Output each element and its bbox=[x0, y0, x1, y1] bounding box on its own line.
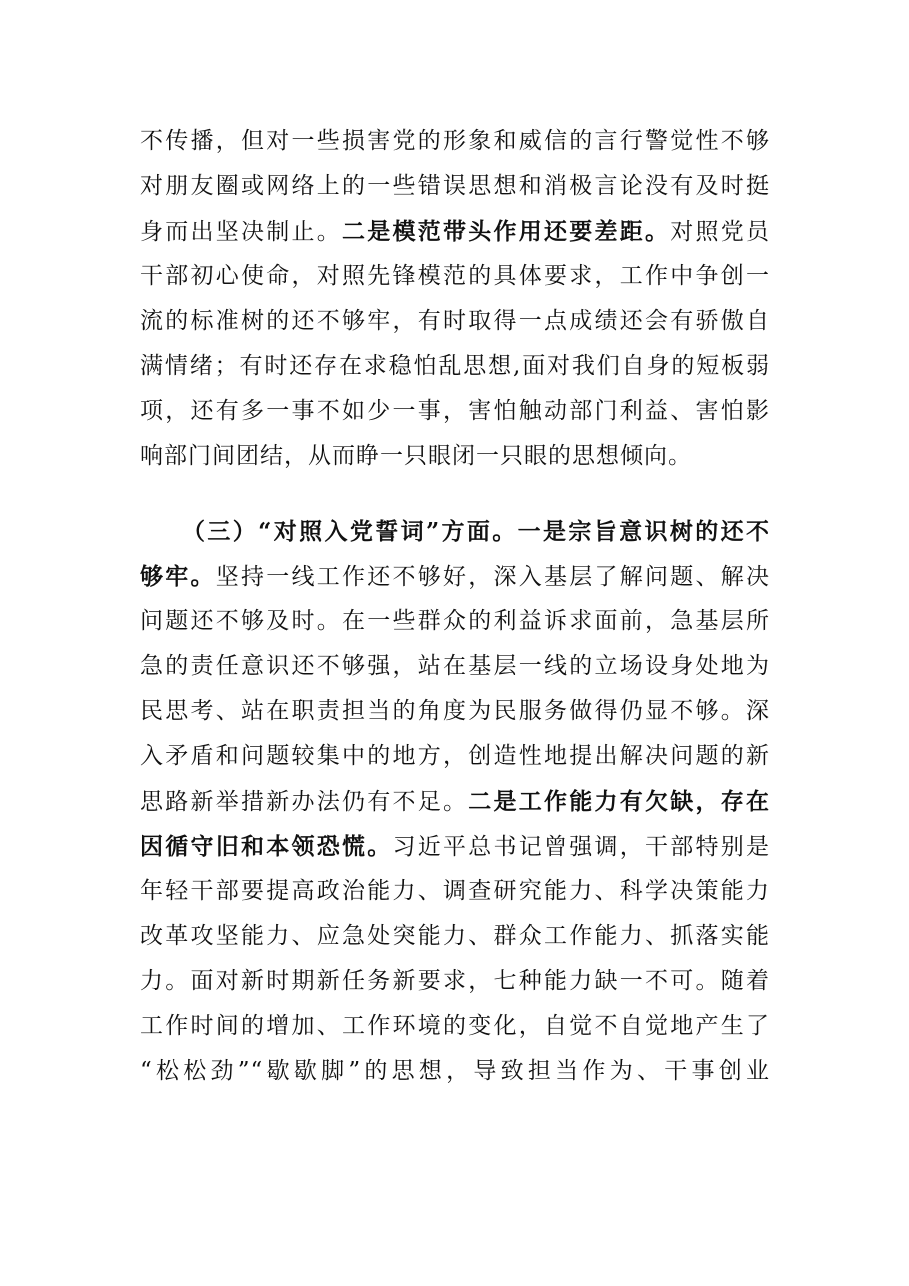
text-line bbox=[140, 209, 770, 254]
text-line bbox=[140, 434, 770, 479]
bold-text-segment: 够牢。 bbox=[140, 563, 216, 590]
paragraph-2 bbox=[140, 509, 770, 1094]
text-line bbox=[140, 824, 770, 869]
text-segment: 身而出坚决制止。 bbox=[140, 219, 342, 245]
text-segment: 满情绪；有时还存在求稳怕乱思想,面对我们自身的短板弱 bbox=[140, 353, 770, 379]
text-segment: 入矛盾和问题较集中的地方，创造性地提出解决问题的新 bbox=[140, 743, 770, 769]
text-segment: “松松劲”“歇歇脚”的思想，导致担当作为、干事创业 bbox=[140, 1058, 770, 1084]
text-line bbox=[140, 299, 770, 344]
text-segment: 民思考、站在职责担当的角度为民服务做得仍显不够。深 bbox=[140, 698, 770, 724]
text-segment: 力。面对新时期新任务新要求，七种能力缺一不可。随着 bbox=[140, 968, 770, 994]
bold-text-segment: 二是工作能力有欠缺，存在 bbox=[468, 788, 770, 815]
text-line bbox=[140, 914, 770, 959]
text-line bbox=[140, 554, 770, 599]
text-line bbox=[140, 689, 770, 734]
text-line bbox=[140, 254, 770, 299]
text-segment: 思路新举措新办法仍有不足。 bbox=[140, 789, 469, 815]
text-segment: 项，还有多一事不如少一事，害怕触动部门利益、害怕影 bbox=[140, 398, 770, 424]
bold-text-segment: 二是模范带头作用还要差距。 bbox=[342, 218, 671, 245]
text-line bbox=[140, 869, 770, 914]
text-segment: 不传播，但对一些损害党的形象和威信的言行警觉性不够 bbox=[140, 128, 770, 154]
text-segment: 坚持一线工作还不够好，深入基层了解问题、解决 bbox=[215, 564, 770, 590]
text-segment: 对照党员 bbox=[670, 219, 770, 245]
text-line bbox=[140, 389, 770, 434]
text-line bbox=[140, 509, 770, 554]
text-segment: 干部初心使命，对照先锋模范的具体要求，工作中争创一 bbox=[140, 263, 770, 289]
paragraph-1 bbox=[140, 119, 770, 479]
text-line bbox=[140, 959, 770, 1004]
text-segment: 年轻干部要提高政治能力、调查研究能力、科学决策能力 bbox=[140, 878, 770, 904]
text-segment: 工作时间的增加、工作环境的变化，自觉不自觉地产生了 bbox=[140, 1013, 770, 1039]
text-line bbox=[140, 344, 770, 389]
text-segment: 急的责任意识还不够强，站在基层一线的立场设身处地为 bbox=[140, 653, 770, 679]
text-segment: 流的标准树的还不够牢，有时取得一点成绩还会有骄傲自 bbox=[140, 308, 770, 334]
text-segment: 对朋友圈或网络上的一些错误思想和消极言论没有及时挺 bbox=[140, 173, 770, 199]
text-segment: 问题还不够及时。在一些群众的利益诉求面前，急基层所 bbox=[140, 608, 770, 634]
bold-text-segment: 因循守旧和本领恐慌。 bbox=[140, 833, 393, 860]
text-line bbox=[140, 734, 770, 779]
text-line bbox=[140, 119, 770, 164]
text-line bbox=[140, 599, 770, 644]
text-line bbox=[140, 164, 770, 209]
text-line bbox=[140, 1004, 770, 1049]
text-line bbox=[140, 779, 770, 824]
text-line bbox=[140, 1049, 770, 1094]
text-segment: 改革攻坚能力、应急处突能力、群众工作能力、抓落实能 bbox=[140, 923, 770, 949]
bold-text-segment: （三）“对照入党誓词”方面。一是宗旨意识树的还不 bbox=[182, 518, 770, 545]
text-line bbox=[140, 644, 770, 689]
text-segment: 响部门间团结，从而睁一只眼闭一只眼的思想倾向。 bbox=[140, 443, 692, 469]
text-segment: 习近平总书记曾强调，干部特别是 bbox=[392, 834, 770, 860]
